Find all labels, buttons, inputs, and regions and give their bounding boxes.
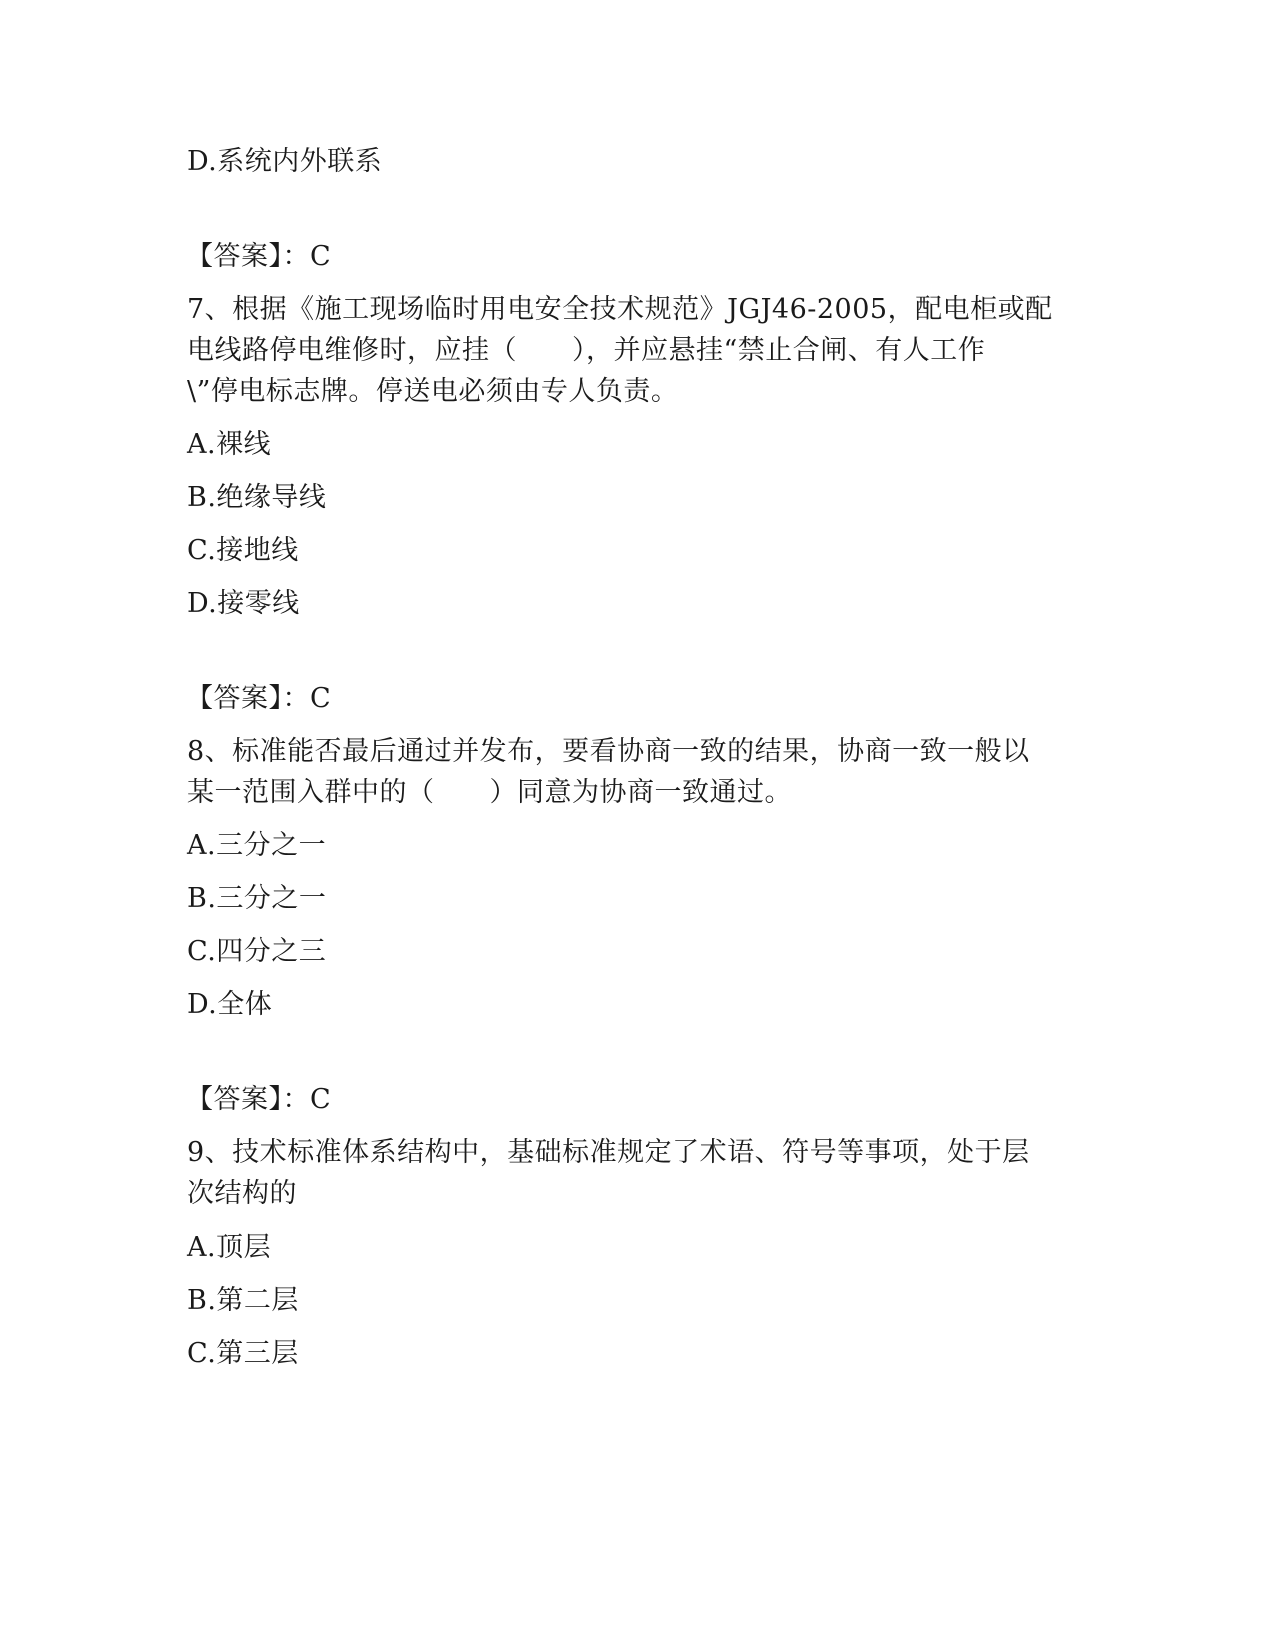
q9-option-c: C.第三层: [187, 1338, 299, 1369]
q8-answer: 【答案】：C: [186, 1084, 332, 1115]
q6-answer: 【答案】：C: [186, 241, 332, 272]
q7-stem-line-1: 7、根据《施工现场临时用电安全技术规范》JGJ46-2005，配电柜或配: [187, 294, 1053, 325]
q7-stem-line-3: \”停电标志牌。停送电必须由专人负责。: [187, 376, 679, 407]
q6-option-d: D.系统内外联系: [187, 146, 383, 177]
q8-stem-line-1: 8、标准能否最后通过并发布，要看协商一致的结果，协商一致一般以: [187, 736, 1030, 767]
q9-option-b: B.第二层: [187, 1285, 299, 1316]
q7-stem-line-2: 电线路停电维修时，应挂（ ），并应悬挂“禁止合闸、有人工作: [187, 335, 986, 366]
q9-stem-line-2: 次结构的: [187, 1178, 297, 1209]
q7-option-b: B.绝缘导线: [187, 482, 327, 513]
q9-option-a: A.顶层: [187, 1232, 272, 1263]
q8-stem-line-2: 某一范围入群中的（ ）同意为协商一致通过。: [187, 777, 792, 808]
q8-option-d: D.全体: [187, 989, 273, 1020]
q8-option-b: B.三分之一: [187, 883, 327, 914]
q8-option-a: A.三分之一: [187, 830, 327, 861]
q9-stem-line-1: 9、技术标准体系结构中，基础标准规定了术语、符号等事项，处于层: [187, 1137, 1030, 1168]
q8-option-c: C.四分之三: [187, 936, 327, 967]
q7-option-d: D.接零线: [187, 588, 300, 619]
q7-option-c: C.接地线: [187, 535, 299, 566]
q7-answer: 【答案】：C: [186, 683, 332, 714]
q7-option-a: A.裸线: [187, 429, 272, 460]
